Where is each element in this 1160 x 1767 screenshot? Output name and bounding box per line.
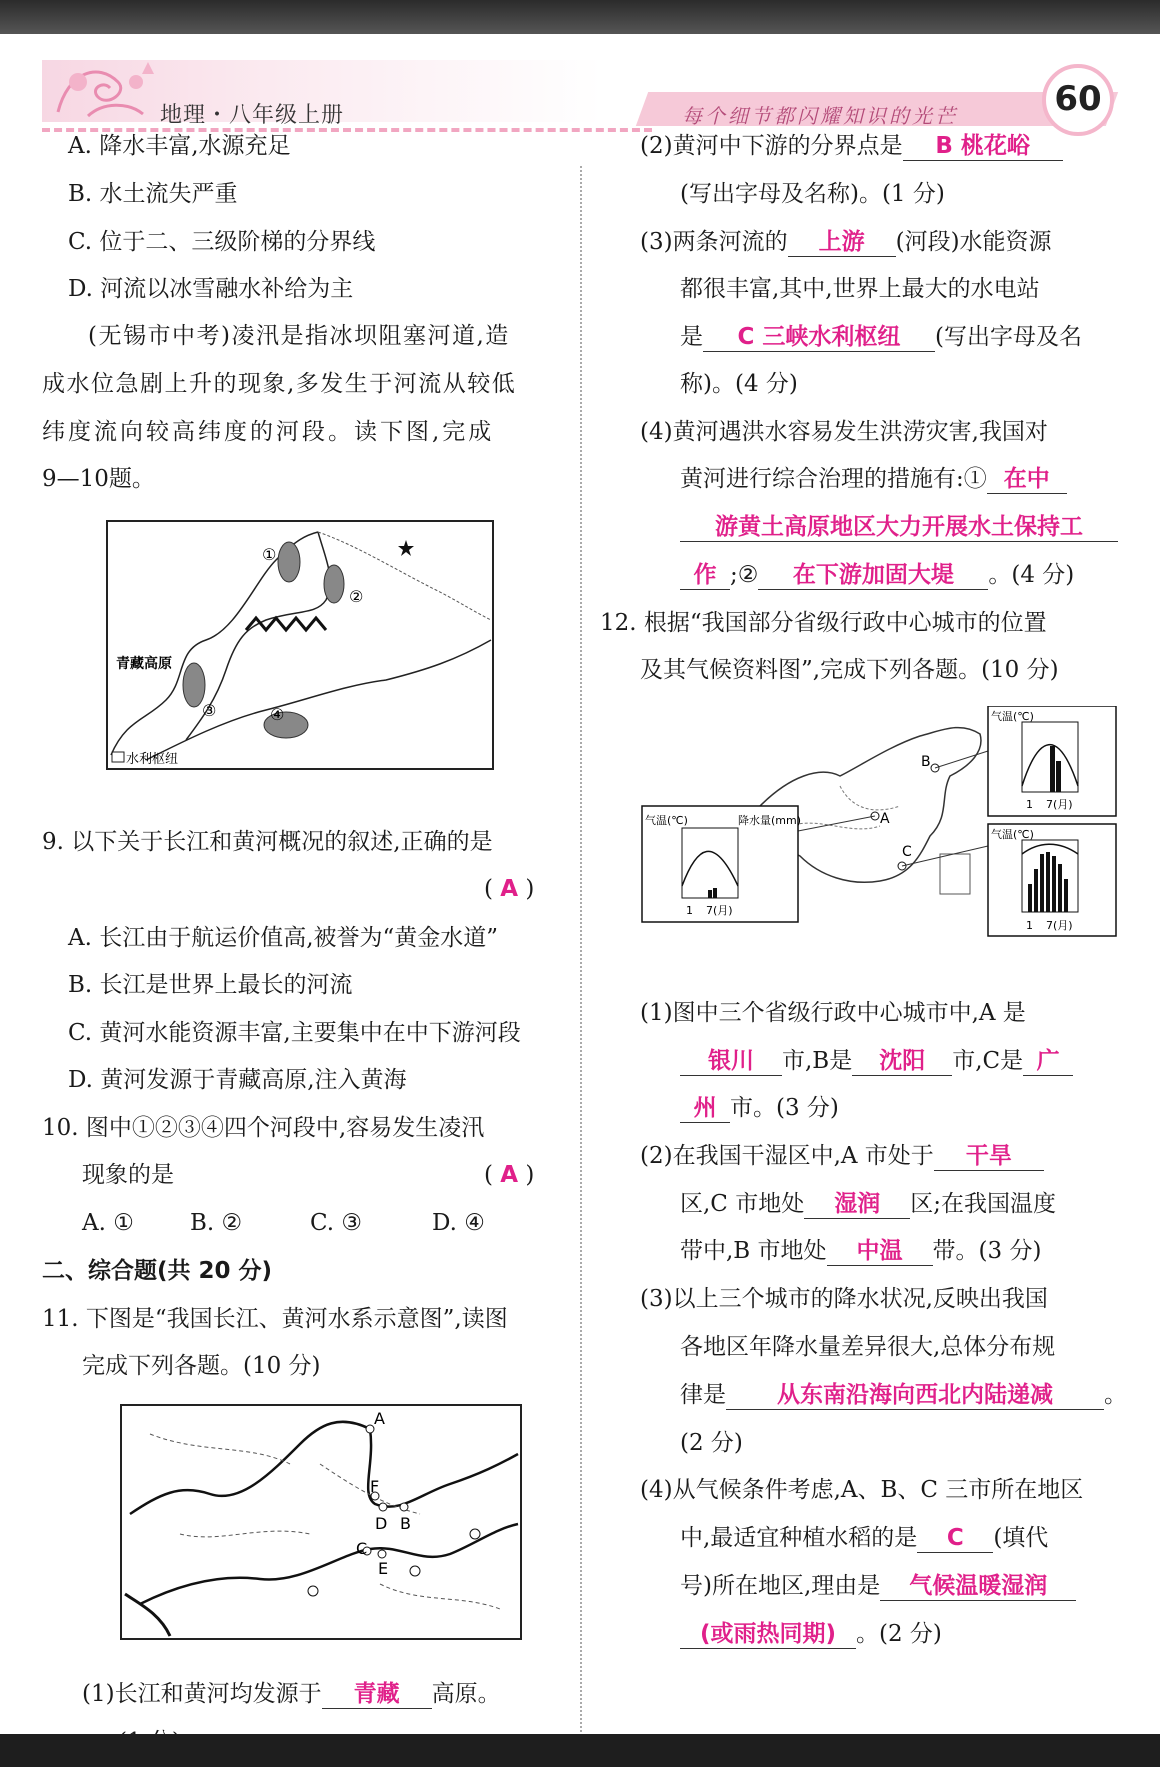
label-circle-3: ③ bbox=[202, 701, 217, 720]
q12-p1-mid2: 市,C是 bbox=[952, 1048, 1024, 1074]
point-e-dot bbox=[378, 1550, 386, 1558]
label-circle-1: ① bbox=[262, 545, 277, 564]
q12-p1-mid1: 市,B是 bbox=[782, 1048, 853, 1074]
chart-c-precip-bar bbox=[1034, 869, 1038, 912]
chart-b-temp-label: 气温(℃) bbox=[991, 710, 1034, 723]
legend-label: 水利枢纽 bbox=[126, 752, 179, 767]
chart-c-month-7: 7(月) bbox=[1046, 919, 1073, 932]
q11-p3-text2: (河段)水能资源 bbox=[895, 229, 1052, 255]
q12-stem-1: 12. 根据“我国部分省级行政中心城市的位置 bbox=[600, 610, 1047, 636]
q11-p4-answer1-b: 游黄土高原地区大力开展水土保持工 bbox=[680, 513, 1118, 542]
chart-a-precip-label: 降水量(mm) bbox=[738, 814, 802, 827]
q8-option-b: B. 水土流失严重 bbox=[68, 181, 238, 207]
river-system-map bbox=[120, 1404, 522, 1640]
q11-p2-line2: (写出字母及名称)。(1 分) bbox=[680, 181, 945, 207]
q12-p1-line3 bbox=[680, 1093, 839, 1123]
q11-p1-tail: 高原。 bbox=[431, 1681, 501, 1707]
q10-option-a: A. ① bbox=[82, 1210, 134, 1236]
q12-p3-line2: 各地区年降水量差异很大,总体分布规 bbox=[680, 1334, 1056, 1360]
q8-option-c: C. 位于二、三级阶梯的分界线 bbox=[68, 229, 376, 255]
q12-p1-answer-c1: 广 bbox=[1023, 1047, 1073, 1076]
q11-p3-line2: 都很丰富,其中,世界上最大的水电站 bbox=[680, 276, 1040, 302]
chart-c-precip-bar bbox=[1028, 884, 1032, 912]
q11-p4-line3 bbox=[680, 512, 1118, 542]
climate-chart-a bbox=[642, 806, 801, 922]
q11-p4-answer2: 在下游加固大堤 bbox=[758, 561, 988, 590]
q12-p3-score: (2 分) bbox=[680, 1430, 743, 1456]
q11-p1 bbox=[82, 1679, 501, 1709]
map2-label-b: B bbox=[400, 1514, 411, 1533]
map2-label-a: A bbox=[374, 1409, 385, 1428]
q12-p4-answer2-b: (或雨热同期) bbox=[680, 1620, 856, 1649]
q10-answer: A bbox=[500, 1162, 519, 1188]
q12-p1-line2 bbox=[680, 1046, 1073, 1076]
q10-option-b: B. ② bbox=[190, 1210, 243, 1236]
q12-p4-line4 bbox=[680, 1619, 942, 1649]
label-plateau: 青藏高原 bbox=[116, 656, 172, 672]
chart-a-month-1: 1 bbox=[686, 904, 693, 917]
page-header bbox=[42, 52, 1118, 128]
q11-stem-2: 完成下列各题。(10 分) bbox=[82, 1353, 321, 1379]
point-a-dot bbox=[366, 1425, 374, 1433]
q12-p2-l2-pre: 区,C 市地处 bbox=[680, 1191, 805, 1217]
chart-a-precip-bar bbox=[713, 888, 717, 898]
q12-p3-pre: 律是 bbox=[680, 1382, 726, 1408]
q11-p1-answer: 青藏 bbox=[322, 1680, 432, 1709]
page-number: 60 bbox=[1042, 64, 1114, 136]
chart-a-month-7: 7(月) bbox=[706, 904, 733, 917]
section-2-heading: 二、综合题(共 20 分) bbox=[42, 1258, 273, 1284]
climate-chart-b bbox=[988, 706, 1116, 816]
chart-b-month-1: 1 bbox=[1026, 798, 1033, 811]
q11-stem-1: 11. 下图是“我国长江、黄河水系示意图”,读图 bbox=[42, 1306, 508, 1332]
chart-b-precip-bar bbox=[1056, 761, 1061, 792]
q12-p4-l2-pre: 中,最适宜种植水稻的是 bbox=[680, 1525, 918, 1551]
chart-c-month-1: 1 bbox=[1026, 919, 1033, 932]
q9-option-d: D. 黄河发源于青藏高原,注入黄海 bbox=[68, 1067, 407, 1093]
q12-p4-tail: 。(2 分) bbox=[856, 1621, 942, 1647]
q12-p3-line1: (3)以上三个城市的降水状况,反映出我国 bbox=[640, 1286, 1048, 1312]
viewer-top-bar bbox=[0, 0, 1160, 34]
q11-p4-pre: 黄河进行综合治理的措施有:① bbox=[680, 466, 987, 492]
chart-c-temp-label: 气温(℃) bbox=[991, 828, 1034, 841]
q10-stem-1: 10. 图中①②③④四个河段中,容易发生凌汛 bbox=[42, 1115, 485, 1141]
q11-p4-sep: ;② bbox=[730, 562, 759, 588]
chart-b-precip-bar bbox=[1050, 746, 1055, 792]
q12-p2-line2 bbox=[680, 1189, 1056, 1219]
q12-p1-tail: 市。(3 分) bbox=[730, 1095, 839, 1121]
q9-answer: A bbox=[500, 876, 519, 902]
q11-p3-answer2: C 三峡水利枢纽 bbox=[703, 323, 935, 352]
q8-option-a: A. 降水丰富,水源充足 bbox=[68, 133, 291, 159]
map2-label-f: F bbox=[370, 1477, 380, 1496]
q11-p3-text: (3)两条河流的 bbox=[640, 229, 788, 255]
q11-p3-post: (写出字母及名 bbox=[935, 324, 1082, 350]
q12-p4-line3 bbox=[680, 1571, 1076, 1601]
q12-p2-l3-pre: 带中,B 市地处 bbox=[680, 1238, 827, 1264]
column-divider bbox=[580, 166, 582, 1736]
q12-p2-l2-post: 区;在我国温度 bbox=[910, 1191, 1056, 1217]
q12-p4-line1: (4)从气候条件考虑,A、B、C 三市所在地区 bbox=[640, 1477, 1084, 1503]
q12-p2-line1 bbox=[640, 1141, 1044, 1171]
q9-option-b: B. 长江是世界上最长的河流 bbox=[68, 972, 353, 998]
q12-p4-l2-post: (填代 bbox=[993, 1525, 1049, 1551]
viewer-bottom-bar bbox=[0, 1734, 1160, 1767]
map2-label-c: C bbox=[356, 1539, 368, 1558]
q11-p4-line1: (4)黄河遇洪水容易发生洪涝灾害,我国对 bbox=[640, 419, 1048, 445]
city-c-label: C bbox=[902, 844, 912, 860]
q12-stem-2: 及其气候资料图”,完成下列各题。(10 分) bbox=[640, 657, 1059, 683]
chart-a-precip-bar bbox=[708, 890, 712, 898]
intro-line-2: 成水位急剧上升的现象,多发生于河流从较低 bbox=[42, 371, 517, 397]
label-circle-2: ② bbox=[349, 587, 364, 606]
climate-chart-c bbox=[988, 824, 1116, 936]
q10-stem-2: 现象的是 bbox=[82, 1162, 174, 1188]
intro-line-1: (无锡市中考)凌汛是指冰坝阻塞河道,造 bbox=[88, 323, 510, 349]
q11-p3-pre: 是 bbox=[680, 324, 703, 350]
q10-option-c: C. ③ bbox=[310, 1210, 363, 1236]
map2-frame bbox=[121, 1405, 521, 1639]
q11-p4-line2 bbox=[680, 464, 1067, 494]
q12-p1-line1: (1)图中三个省级行政中心城市中,A 是 bbox=[640, 1000, 1026, 1026]
q12-p2-answer-c: 湿润 bbox=[804, 1190, 910, 1219]
q9-option-c: C. 黄河水能资源丰富,主要集中在中下游河段 bbox=[68, 1020, 521, 1046]
q11-p4-line4 bbox=[680, 560, 1074, 590]
q11-p1-text: (1)长江和黄河均发源于 bbox=[82, 1681, 322, 1707]
chart-c-precip-bar bbox=[1064, 879, 1068, 912]
q12-p4-l3-pre: 号)所在地区,理由是 bbox=[680, 1573, 881, 1599]
q11-p4-answer1-c: 作 bbox=[680, 561, 730, 590]
q11-p3-line3 bbox=[680, 322, 1082, 352]
q10-option-d: D. ④ bbox=[432, 1210, 485, 1236]
book-title: 地理・八年级上册 bbox=[160, 103, 345, 128]
q11-p3-line4: 称)。(4 分) bbox=[680, 371, 798, 397]
q12-p2-line3 bbox=[680, 1236, 1041, 1266]
q12-p2-pre: (2)在我国干湿区中,A 市处于 bbox=[640, 1143, 934, 1169]
segment-2-marker bbox=[324, 565, 344, 603]
q12-p2-l3-post: 带。(3 分) bbox=[932, 1238, 1042, 1264]
header-slogan: 每个细节都闪耀知识的光芒 bbox=[682, 104, 958, 128]
q11-p2-answer: B 桃花峪 bbox=[903, 132, 1063, 161]
q11-p3-answer1: 上游 bbox=[788, 228, 896, 257]
q9-stem: 9. 以下关于长江和黄河概况的叙述,正确的是 bbox=[42, 829, 493, 855]
map2-label-e: E bbox=[378, 1559, 389, 1578]
climate-charts-map bbox=[640, 706, 1118, 976]
q9-answer-bracket: ( A ) bbox=[484, 876, 535, 902]
intro-line-3: 纬度流向较高纬度的河段。读下图,完成 bbox=[42, 419, 495, 445]
q12-p1-answer-c2: 州 bbox=[680, 1094, 730, 1123]
q11-p4-answer1-a: 在中 bbox=[987, 465, 1067, 494]
q12-p1-answer-a: 银川 bbox=[680, 1047, 782, 1076]
q10-answer-bracket: ( A ) bbox=[484, 1162, 535, 1188]
segment-1-marker bbox=[278, 542, 300, 582]
q12-p3-answer: 从东南沿海向西北内陆递减 bbox=[726, 1381, 1104, 1410]
q9-option-a: A. 长江由于航运价值高,被誉为“黄金水道” bbox=[68, 925, 499, 951]
chart-b-month-7: 7(月) bbox=[1046, 798, 1073, 811]
chart-a-temp-label: 气温(℃) bbox=[645, 814, 688, 827]
chart-c-precip-bar bbox=[1058, 864, 1062, 912]
map2-label-d: D bbox=[375, 1514, 388, 1533]
point-b-dot bbox=[400, 1503, 408, 1511]
ice-flood-map bbox=[106, 520, 494, 770]
chart-c-precip-bar bbox=[1040, 854, 1044, 912]
label-circle-4: ④ bbox=[270, 705, 285, 724]
q11-p2-text: (2)黄河中下游的分界点是 bbox=[640, 133, 903, 159]
q12-p4-answer1: C bbox=[917, 1524, 993, 1553]
q12-p3-line3 bbox=[680, 1380, 1127, 1410]
q12-p2-answer-b: 中温 bbox=[827, 1237, 933, 1266]
textbook-page bbox=[0, 34, 1160, 1734]
q11-p2 bbox=[640, 131, 1063, 161]
q12-p4-answer2-a: 气候温暖湿润 bbox=[880, 1572, 1076, 1601]
chart-c-precip-bar bbox=[1046, 852, 1050, 912]
q11-p4-tail: 。(4 分) bbox=[988, 562, 1075, 588]
q12-p1-answer-b: 沈阳 bbox=[852, 1047, 952, 1076]
q8-option-d: D. 河流以冰雪融水补给为主 bbox=[68, 276, 354, 302]
city-a-label: A bbox=[880, 811, 890, 827]
point-d-dot bbox=[379, 1503, 387, 1511]
city-b-label: B bbox=[921, 754, 931, 770]
q12-p2-answer-a: 干旱 bbox=[934, 1142, 1044, 1171]
q12-p4-line2 bbox=[680, 1523, 1048, 1553]
intro-line-4: 9—10题。 bbox=[42, 466, 155, 492]
floral-ornament-icon bbox=[48, 52, 168, 124]
chart-c-precip-bar bbox=[1052, 856, 1056, 912]
q12-p3-post: 。 bbox=[1104, 1382, 1127, 1408]
q11-p3-line1 bbox=[640, 227, 1052, 257]
